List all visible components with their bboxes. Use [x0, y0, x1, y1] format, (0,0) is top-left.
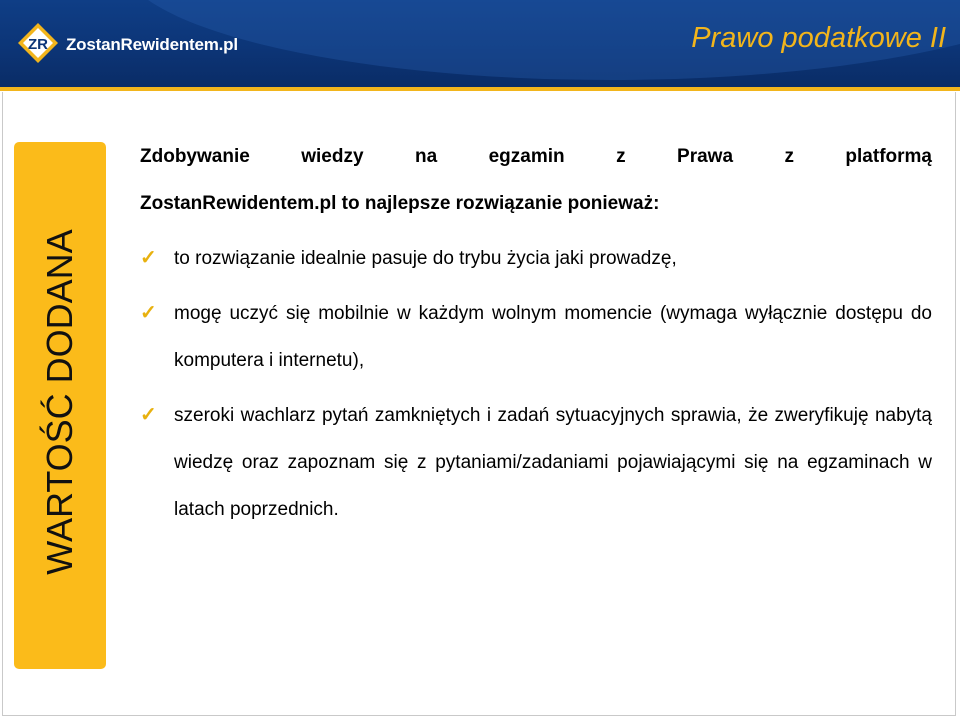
header-divider	[0, 87, 960, 91]
benefits-list	[140, 235, 932, 533]
list-item-text: szeroki wachlarz pytań zamkniętych i zadań sytuacyjnych sprawia, że zweryfikuję nabytą wiedzę oraz zapoznam się z pytaniami/zadaniami pojawiającymi się na egzaminach w latach poprzednich.	[174, 405, 932, 520]
intro-line-1: Zdobywanie wiedzy na egzamin z Prawa z platformą	[140, 146, 932, 167]
checkmark-icon: ✓	[140, 404, 157, 426]
list-item	[140, 235, 932, 282]
svg-text:ZR: ZR	[28, 36, 48, 53]
intro-paragraph	[140, 133, 932, 227]
sidebar-label: WARTOŚĆ DODANA	[39, 229, 80, 575]
intro-line-2: ZostanRewidentem.pl to najlepsze rozwiązanie ponieważ:	[140, 193, 660, 214]
main-content	[140, 133, 932, 533]
checkmark-icon: ✓	[140, 302, 157, 324]
checkmark-icon: ✓	[140, 247, 157, 269]
list-item-text: mogę uczyć się mobilnie w każdym wolnym momencie (wymaga wyłącznie dostępu do komputera i internetu),	[174, 303, 932, 371]
slide-title: Prawo podatkowe II	[691, 22, 946, 54]
brand-name: ZostanRewidentem.pl	[66, 35, 238, 54]
list-item	[140, 290, 932, 384]
header-banner	[0, 0, 960, 87]
list-item-text: to rozwiązanie idealnie pasuje do trybu życia jaki prowadzę,	[174, 248, 677, 269]
list-item	[140, 392, 932, 533]
